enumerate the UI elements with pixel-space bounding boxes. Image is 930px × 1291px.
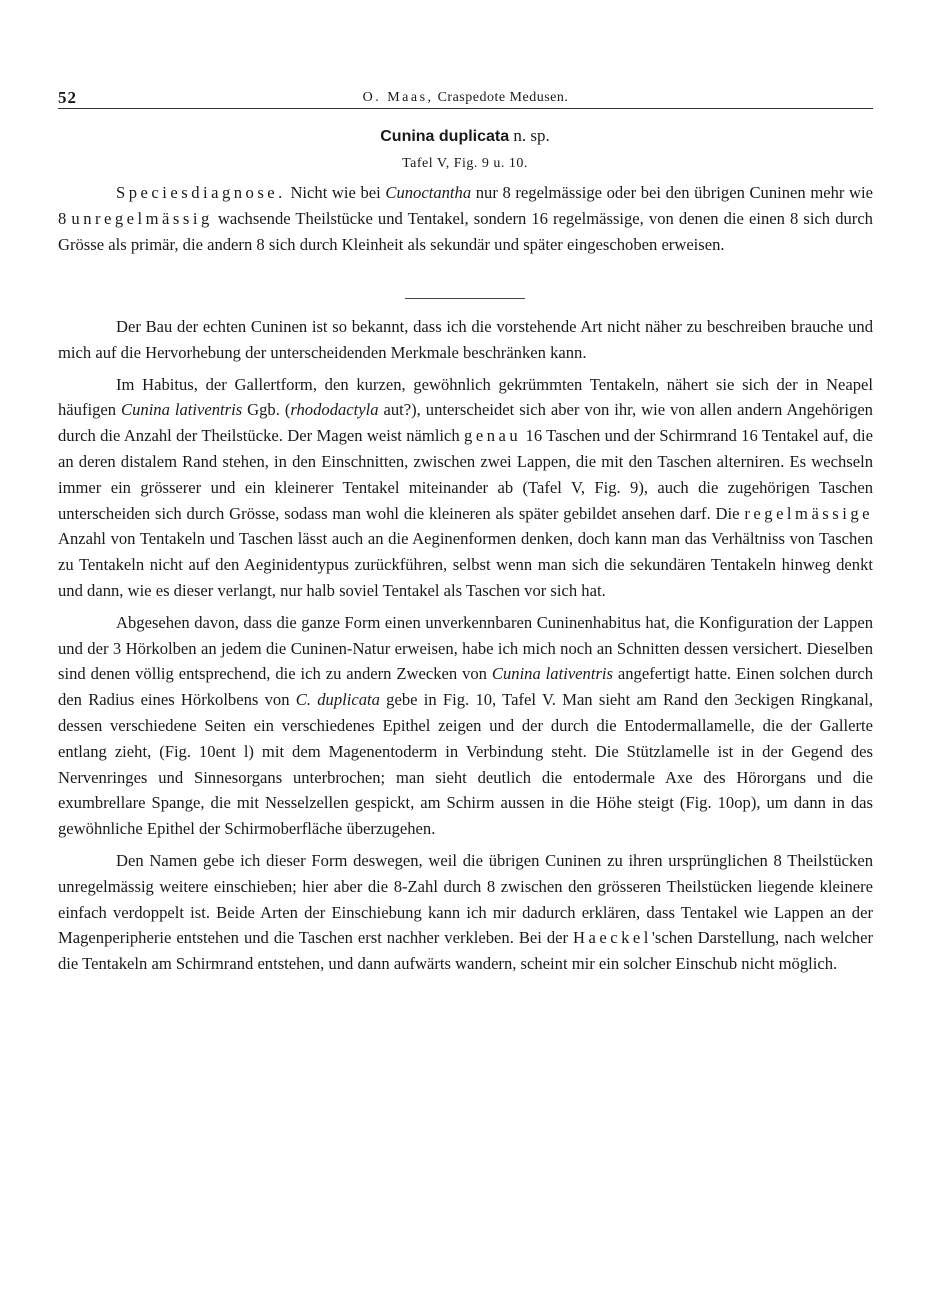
section-separator <box>405 298 525 299</box>
p2-text-4: 16 Taschen und der Schirmrand 16 Tentakel auf, die an deren distalem Rand stehen, in den Einschnitten, zwischen zwei Lappen, die mit den Taschen alterniren. Es wechseln immer ein grösserer und ein kleinerer Tentakel miteinander ab (Tafel V, Fig. 9), auch die zugehörigen Taschen unterscheiden sich durch Grösse, sodass man wohl die kleineren als später gebildet ansehen darf. Die <box>58 426 873 523</box>
running-author: O. Maas, <box>362 90 434 105</box>
running-header <box>58 88 873 110</box>
p3-species: Cunina lativentris <box>491 664 613 684</box>
p2-text-5: Anzahl von Tentakeln und Taschen lässt auch an die Aeginenformen denken, doch kann man das Verhältniss von Taschen zu Tentakeln nicht auf den Aeginidentypus zurückführen, selbst wenn man sich die sekundären Tentakeln hinweg denkt und dann, wie es dieser verlangt, nur halb soviel Tentakel als Taschen vor sich hat. <box>58 529 873 600</box>
p3-text-1: Abgesehen davon, dass die ganze Form einen unverkennbaren Cuninenhabitus hat, die Konfiguration der Lappen und der 3 Hörkolben an jedem die Cuninen-Natur erweisen, habe ich mich noch an Schnitten dessen versichert. Dieselben sind denen völlig entsprechend, die ich zu andern Zwecken von <box>58 612 873 684</box>
species-suffix: n. sp. <box>509 126 550 145</box>
p2-synonym: rhododactyla <box>290 400 379 420</box>
paragraph-4 <box>58 848 873 977</box>
species-diagnosis <box>58 180 873 257</box>
diagnosis-label: Speciesdiagnose. <box>116 183 286 202</box>
p3-text-2: angefertigt hatte. Einen solchen durch den Radius eines Hörkolbens von <box>58 664 873 710</box>
p2-emphasis-2: regelmässige <box>744 503 873 523</box>
plate-reference: Tafel V, Fig. 9 u. 10. <box>402 156 528 171</box>
paragraph-2 <box>58 372 873 604</box>
paragraph-1: Der Bau der echten Cuninen ist so bekannt, dass ich die vorstehende Art nicht näher zu beschreiben brauche und mich auf die Hervorhebung der unterscheidenden Merkmale beschränken kann. <box>58 317 873 362</box>
running-title <box>58 90 873 106</box>
p2-species: Cunina lativentris <box>121 400 243 420</box>
paragraph-3 <box>58 610 873 842</box>
section-title <box>0 126 930 146</box>
p4-text-1: Den Namen gebe ich dieser Form deswegen, weil die übrigen Cuninen zu ihren ursprünglichen 8 Theilstücken unregelmässig weitere einschieben; hier aber die 8-Zahl durch 8 zwischen den grösseren Theilstücken liegende kleinere einfach verdoppelt ist. Beide Arten der Einschiebung kann ich mir dadurch erklären, dass Tentakel wie Lappen an der Magenperipherie entstehen und die Taschen erst nachher verkleben. Bei der <box>58 850 873 948</box>
p3-text-3: gebe in Fig. 10, Tafel V. Man sieht am Rand den 3eckigen Ringkanal, dessen verschiedene Seiten ein verschiedenes Epithel zeigen und der durch die Entodermallamelle, die der Gallerte entlang zieht, (Fig. 10ent l) mit dem Magenentoderm in Verbindung steht. Die Stützlamelle ist in der Gegend des Nervenringes und Sinnesorgans unterbrochen; man sieht deutlich die entodermale Axe des Hörorgans und die exumbrellare Spange, die mit Nesselzellen gespickt, am Schirm aussen in die Höhe steigt (Fig. 10op), um dann in das gewöhnliche Epithel der Schirmoberfläche überzugehen. <box>58 690 873 839</box>
genus-name: Cunoctantha <box>385 183 472 202</box>
p3-species-abbrev: C. duplicata <box>295 690 380 710</box>
p2-text-2: Ggb. ( <box>242 400 291 420</box>
page-number: 52 <box>58 88 77 107</box>
diagnosis-paragraph <box>58 180 873 257</box>
body-text <box>58 314 873 977</box>
diagnosis-emphasis: unregelmässig <box>71 208 213 228</box>
diagnosis-text-3: wachsende Theilstücke und Tentakel, sondern 16 regelmässige, von denen die einen 8 sich durch Grösse als primär, die andern 8 sich durch Kleinheit als sekundär und später eingeschoben erweisen. <box>58 208 873 254</box>
species-name: Cunina duplicata <box>380 128 510 145</box>
diagnosis-text-1: Nicht wie bei <box>285 183 386 202</box>
running-work: Craspedote Medusen. <box>437 90 569 105</box>
diagnosis-text-2: nur 8 regelmässige oder bei den übrigen Cuninen mehr wie 8 <box>58 183 873 228</box>
p2-text-3: aut?), unterscheidet sich aber von ihr, wie von allen andern Angehörigen durch die Anzahl der Theilstücke. Der Magen weist nämlich <box>58 400 873 446</box>
p2-text-1: Im Habitus, der Gallertform, den kurzen, gewöhnlich gekrümmten Tentakeln, nähert sie sich der in Neapel häufigen <box>58 374 873 420</box>
header-rule <box>58 108 873 109</box>
p2-emphasis-1: genau <box>464 426 522 446</box>
p4-author-name: Haeckel <box>573 928 652 948</box>
p4-text-2: 'schen Darstellung, nach welcher die Tentakeln am Schirmrand entstehen, und dann aufwärts wandern, scheint mir ein solcher Einschub nicht möglich. <box>58 928 873 974</box>
